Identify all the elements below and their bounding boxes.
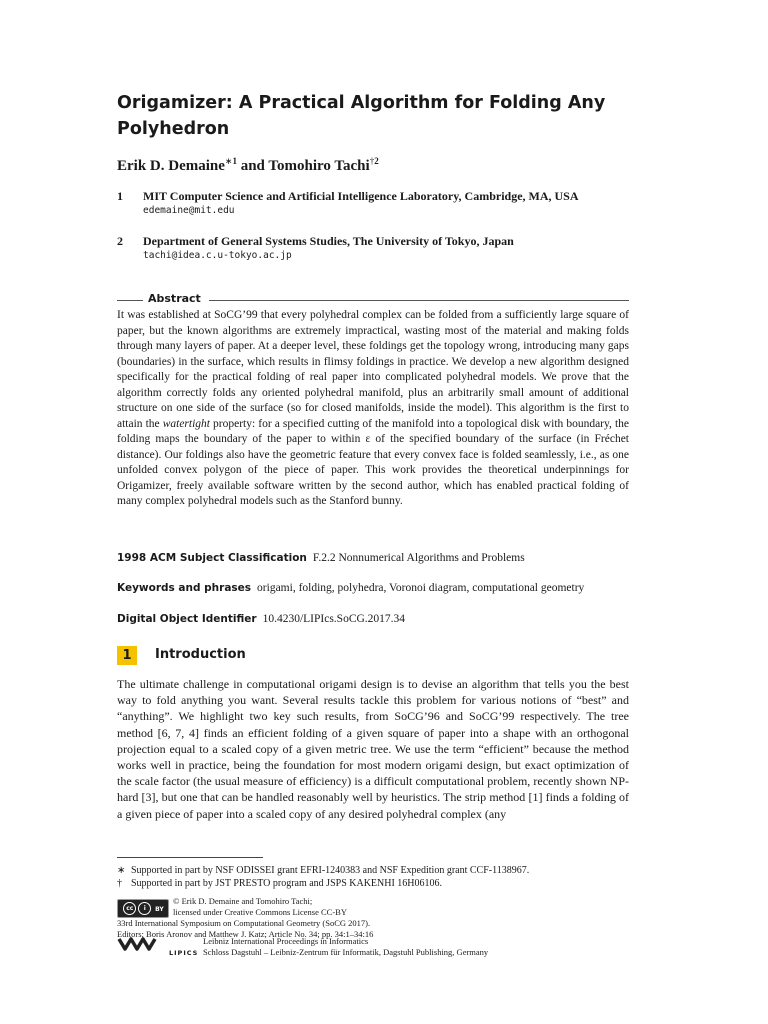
keywords-value: origami, folding, polyhedra, Voronoi diagram, computational geometry [257,582,585,594]
acm-label: 1998 ACM Subject Classification [117,552,307,564]
doi-value[interactable]: 10.4230/LIPIcs.SoCG.2017.34 [262,613,406,625]
footnote-rule [117,857,263,858]
doi-label: Digital Object Identifier [117,613,257,625]
abstract-body: It was established at SoCG’99 that every polyhedral complex can be folded from a sufficiently large square of paper, but the known algorithms are extremely impractical, wasting most of the material and making folds through many layers of paper. At a deeper level, these foldings get the topology wrong, introducing many gaps (boundaries) in the surface, which results in flimsy foldings in practice. We develop a new algorithm designed specifically for the practical folding of real paper into complicated polyhedral models. We prove that the algorithm correctly folds any oriented polyhedral manifold, plus an arbitrarily small amount of additional structure on one side of the surface (so for closed manifolds, inside the model). This algorithm is the first to attain the watertight property: for a specified cutting of the manifold into a topological disk with boundary, the folding maps the boundary of the paper to within ε of the specified boundary of the surface (in Fréchet distance). Our foldings also have the geometric feature that every convex face is folded seamlessly, i.e., as one unfolded convex polygon of the piece of paper. This work provides the theoretical underpinnings for Origamizer, freely available software written by the second author, which has enabled practical folding of many complex polyhedral models such as the Stanford bunny. [117,309,629,507]
abstract-rule-right [209,300,629,301]
doi [117,613,637,625]
affiliation-email[interactable]: edemaine@mit.edu [143,205,235,216]
keywords-label: Keywords and phrases [117,582,252,594]
keywords [117,582,637,594]
affiliation-number: 2 [117,234,123,248]
cc-by-license-icon[interactable]: cc i BY [117,899,169,918]
lipics-wordmark: LIPICS [169,949,199,957]
acm-value: F.2.2 Nonnumerical Algorithms and Problems [312,552,525,564]
affiliation-name: Department of General Systems Studies, The University of Tokyo, Japan [143,234,514,248]
author-footnote-mark: ∗1 [224,156,237,166]
abstract-heading [117,292,629,308]
section-number: 1 [117,646,137,665]
footnote: ∗ Supported in part by NSF ODISSEI grant EFRI-1240383 and NSF Expedition grant CCF-1138967. [117,865,530,876]
footnote: † Supported in part by JST PRESTO program and JSPS KAKENHI 16H06106. [117,878,443,889]
footnotes [117,864,637,890]
lipics-info: Leibniz International Proceedings in Informatics Schloss Dagstuhl – Leibniz-Zentrum für Informatik, Dagstuhl Publishing, Germany [203,936,489,957]
author-footnote-mark: †2 [369,156,379,166]
author-line [117,156,379,175]
authors-joiner: and [240,158,265,174]
affiliation-email[interactable]: tachi@idea.c.u-tokyo.ac.jp [143,250,292,261]
affiliation-number: 1 [117,189,123,203]
proceedings-info: 33rd International Symposium on Computational Geometry (SoCG 2017). Editors: Boris Aronov and Matthew J. Katz; Article No. 34; pp. 34:1–34:16 [117,918,374,939]
license-copyright: © Erik D. Demaine and Tomohiro Tachi; licensed under Creative Commons License CC-BY [173,896,347,917]
paper-title: Origamizer: A Practical Algorithm for Folding Any Polyhedron [117,93,606,139]
section-title: Introduction [155,647,246,662]
abstract-label: Abstract [148,292,201,305]
abstract-emphasis: watertight [162,417,210,430]
abstract-rule-left [117,300,143,301]
affiliation-name: MIT Computer Science and Artificial Intelligence Laboratory, Cambridge, MA, USA [143,189,579,203]
author-name: Tomohiro Tachi [268,158,370,174]
author-name: Erik D. Demaine [117,158,225,174]
intro-paragraph: The ultimate challenge in computational origami design is to devise an algorithm that tells you the best way to fold anything you want. Several results tackle this problem for various notions of “best” and “anything”. We highlight two key such results, from SoCG’96 and SoCG’99 respectively. The tree method [6, 7, 4] finds an efficient folding of a given square of paper into a shape with an orthogonal projection equal to a scaled copy of a given metric tree. We use the term “efficient” because the method works well in practice, being the foundation for most modern origami design, but exact optimization of the scale factor (the usual measure of efficiency) is a difficult computational problem, recently shown NP-hard [3], but one that can be handled reasonably well by heuristics. The strip method [1] finds a folding of a given piece of paper into a scaled copy of any desired polyhedral complex (any [117,677,629,821]
acm-classification [117,552,637,564]
